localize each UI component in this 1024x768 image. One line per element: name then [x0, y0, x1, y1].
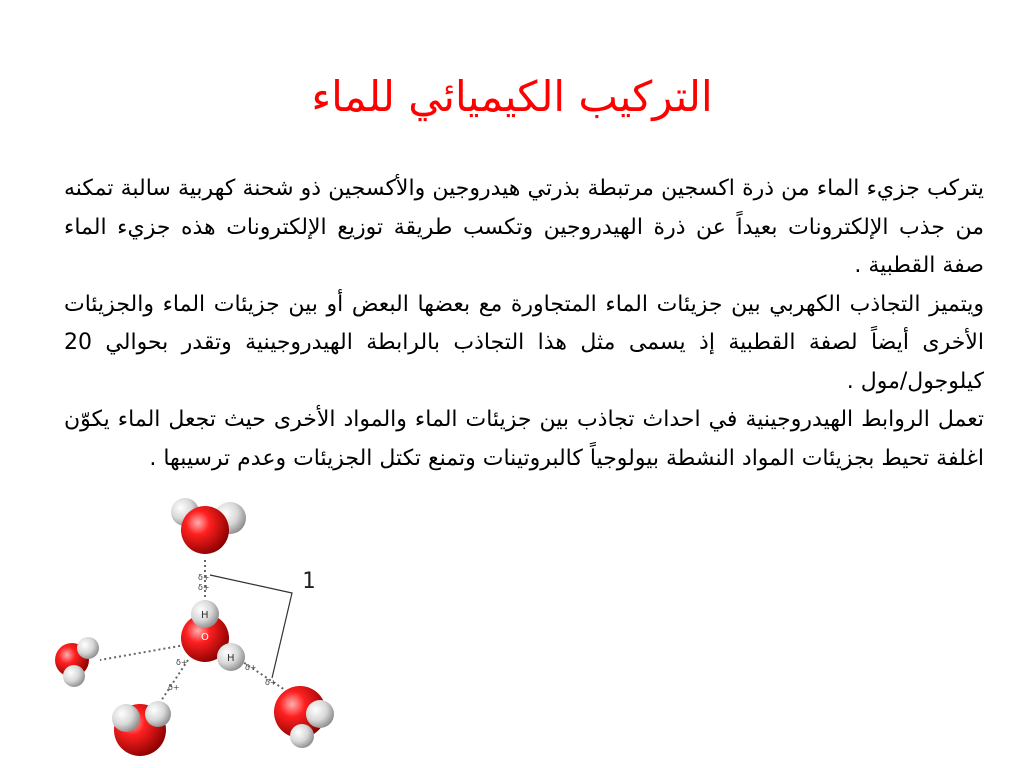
partial-charge-label: δ+ — [198, 583, 210, 592]
oxygen-label: O — [201, 632, 209, 643]
callout-label: 1 — [302, 569, 316, 594]
slide-body — [64, 170, 984, 478]
hydrogen-atom — [290, 724, 314, 748]
hydrogen-atom — [77, 637, 99, 659]
hydrogen-atom — [306, 700, 334, 728]
paragraph-1: يتركب جزيء الماء من ذرة اكسجين مرتبطة بذرتي هيدروجين والأكسجين ذو شحنة كهربية سالبة تمكنه من جذب الإلكترونات بعيداً عن ذرة الهيدروجين وتكسب طريقة توزيع الإلكترونات هذه جزيء الماء صفة القطبية . — [64, 176, 984, 278]
hbond-left — [100, 645, 185, 660]
hydrogen-atom — [63, 665, 85, 687]
partial-charge-label: δ+ — [245, 663, 257, 672]
partial-charge-label: δ+ — [168, 683, 180, 692]
hydrogen-label: H — [227, 653, 235, 664]
paragraph-3: تعمل الروابط الهيدروجينية في احداث تجاذب بين جزيئات الماء والمواد الأخرى حيث تجعل الماء يكوّن اغلفة تحيط بجزيئات المواد النشطة بيولوجياً كالبروتينات وتمنع تكتل الجزيئات وعدم ترسيبها . — [64, 407, 984, 471]
water-molecule-right — [274, 686, 334, 748]
partial-charge-label: δ+ — [265, 678, 277, 687]
hydrogen-atom — [145, 701, 171, 727]
partial-charge-label: δ+ — [198, 573, 210, 582]
paragraph-2: ويتميز التجاذب الكهربي بين جزيئات الماء المتجاورة مع بعضها البعض أو بين جزيئات الماء والجزيئات الأخرى أيضاً لصفة القطبية إذ يسمى مثل هذا التجاذب بالرابطة الهيدروجينية وتقدر بحوالي 20 كيلوجول/مول . — [64, 291, 984, 394]
hydrogen-atom — [112, 704, 140, 732]
slide-title: التركيب الكيميائي للماء — [311, 72, 713, 121]
water-molecule-lower-left — [112, 701, 171, 756]
water-molecule-top — [171, 498, 246, 554]
water-molecule-left — [55, 637, 99, 687]
oxygen-atom — [181, 506, 229, 554]
partial-charge-label: δ+ — [176, 658, 188, 667]
water-molecule-center — [181, 600, 245, 671]
water-molecules-diagram — [40, 490, 360, 768]
hydrogen-label: H — [201, 610, 209, 621]
